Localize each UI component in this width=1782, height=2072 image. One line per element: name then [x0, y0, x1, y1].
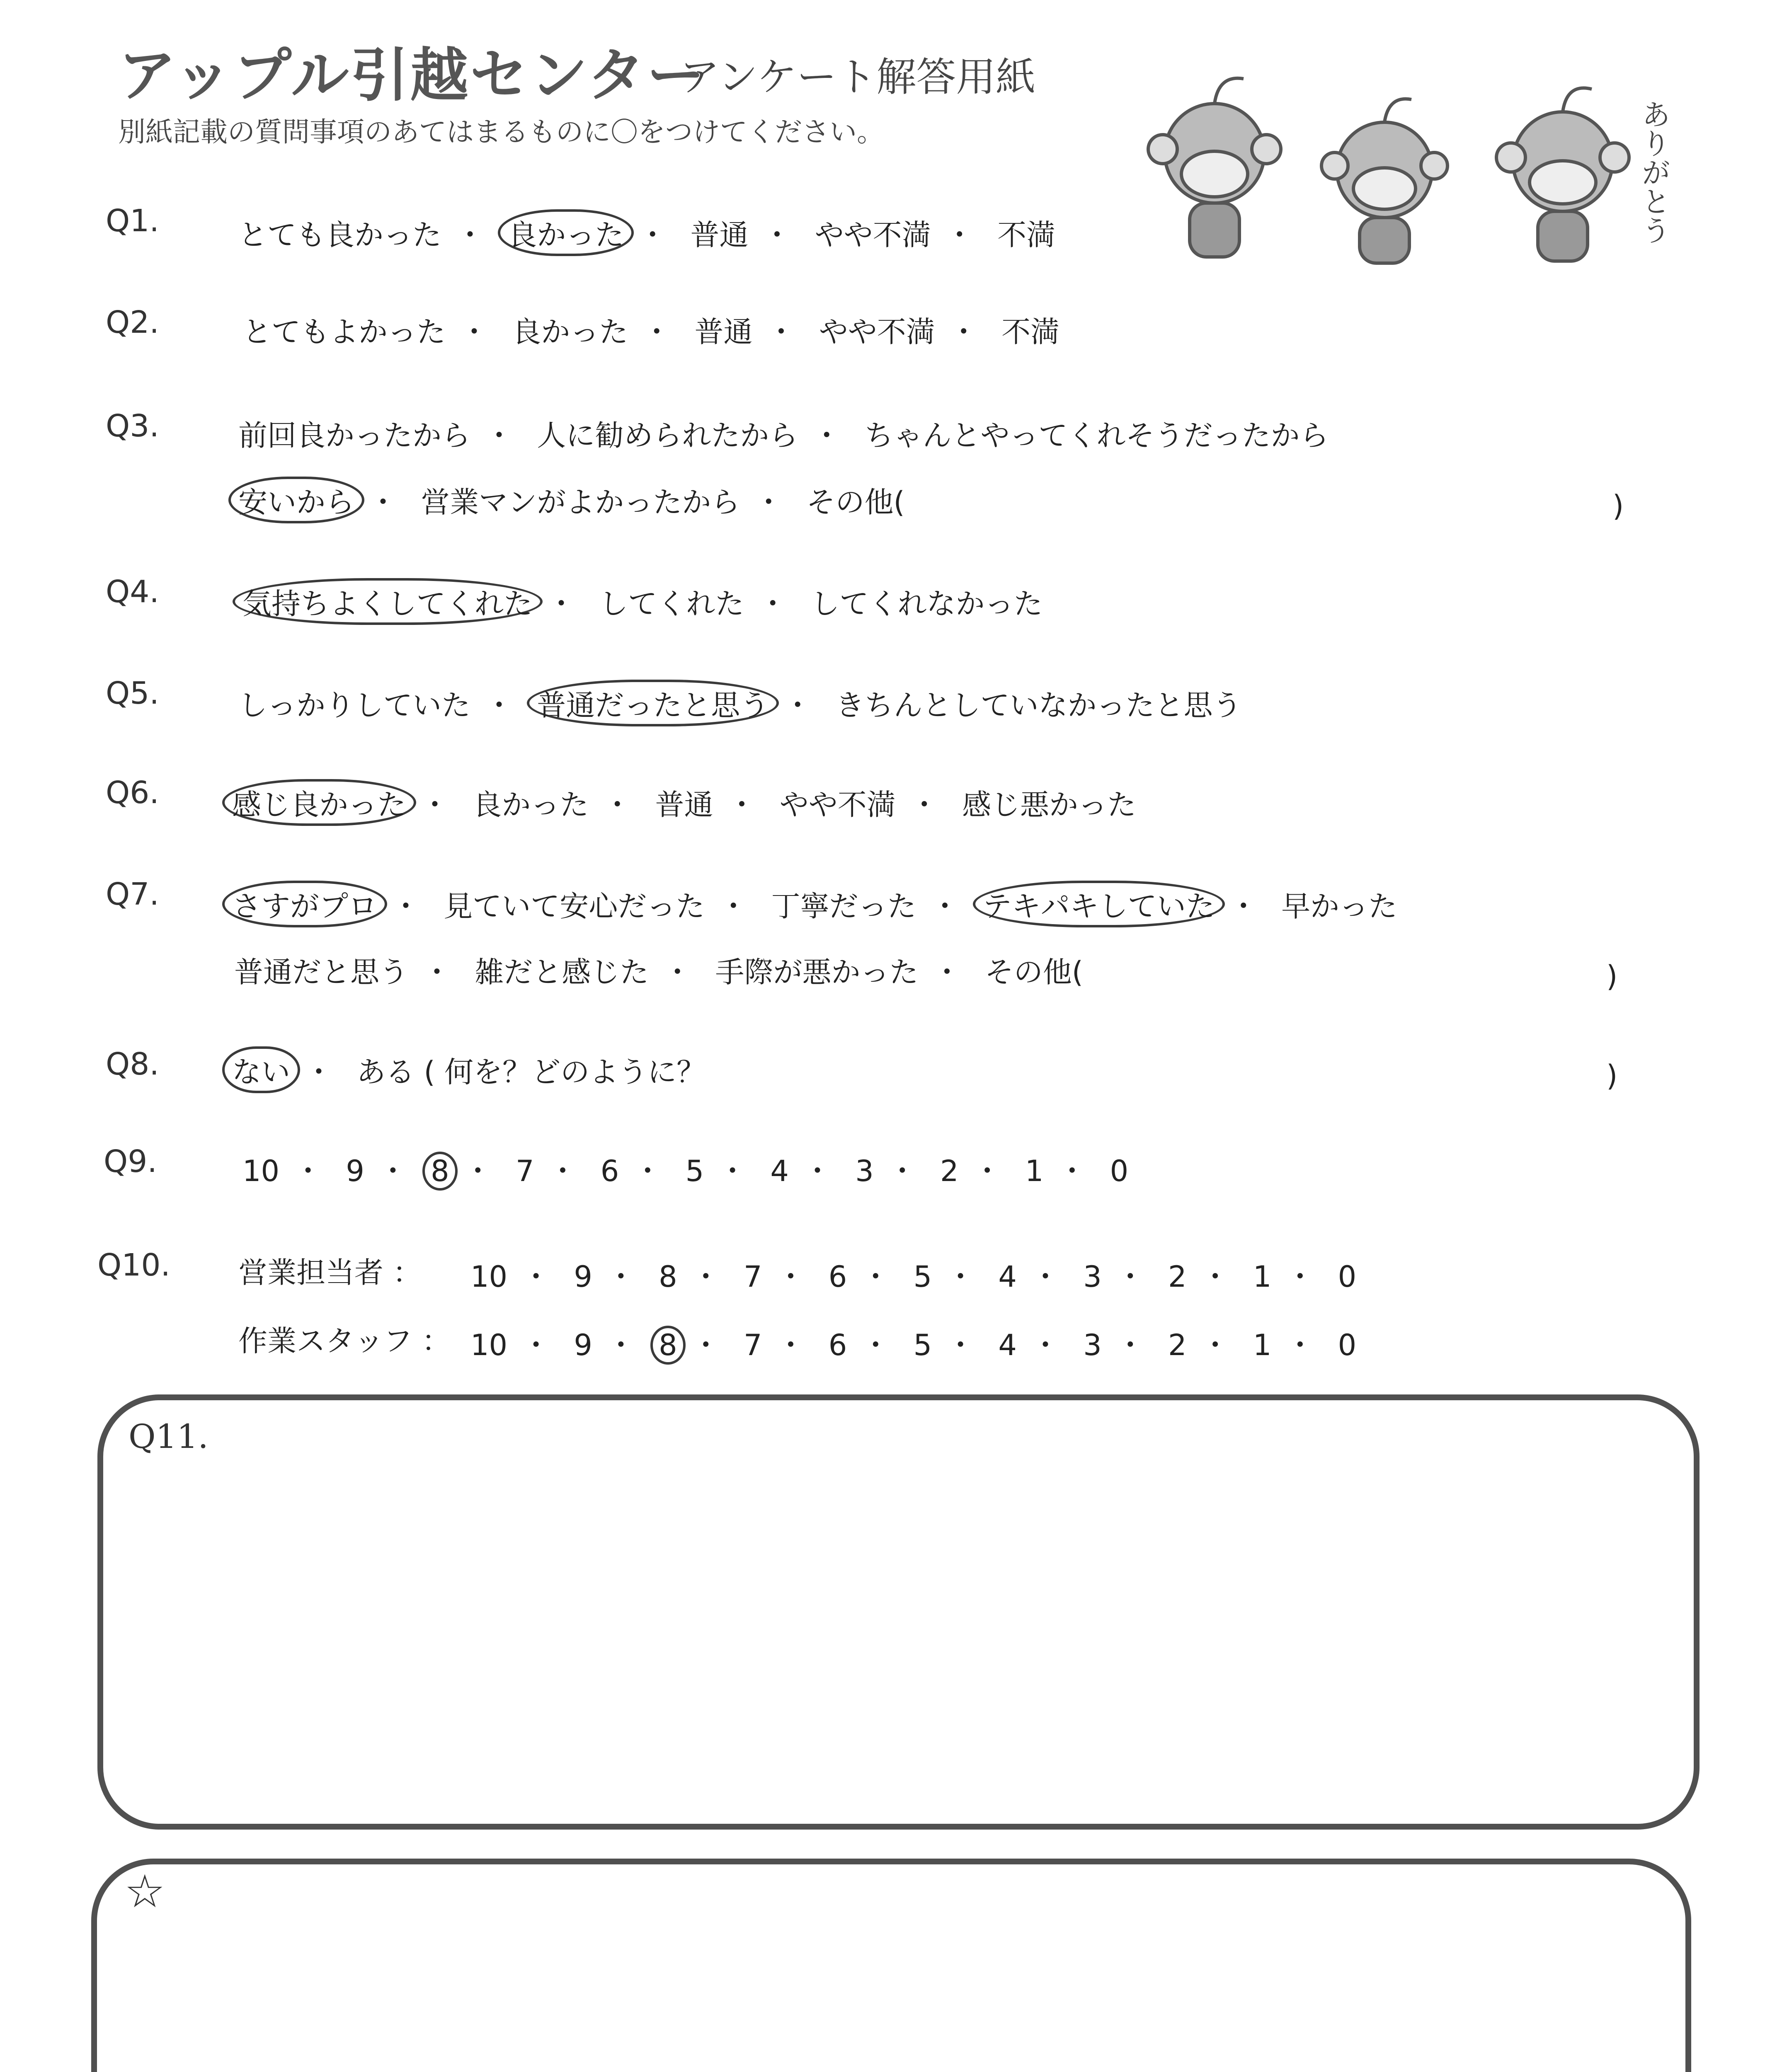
q10-staff-score[interactable]: 1 — [1253, 1328, 1272, 1362]
q2-option[interactable]: 不満 — [1001, 315, 1060, 349]
q10-sales-score[interactable]: 8 — [659, 1260, 677, 1294]
q5-label: Q5. — [106, 675, 159, 711]
q1-option-selected[interactable]: 良かった — [498, 209, 634, 256]
q7-option[interactable]: 早かった — [1281, 889, 1398, 923]
q10-staff-scale: 10 ・ 9 ・ 8 ・ 7 ・ 6 ・ 5 ・ 4 ・ 3 ・ 2 ・ 1 ・ 0 — [470, 1322, 1356, 1365]
q9-score[interactable]: 5 — [685, 1154, 704, 1188]
q3-options-line2: 安いから ・ 営業マンがよかったから ・ その他( — [238, 477, 905, 523]
q7-option[interactable]: 丁寧だった — [771, 889, 916, 923]
star-comment-box[interactable] — [91, 1859, 1691, 2072]
q4-label: Q4. — [106, 574, 159, 610]
q10-sales-score[interactable]: 7 — [743, 1260, 762, 1294]
q10-sales-label: 営業担当者 ： — [238, 1256, 422, 1290]
q6-option[interactable]: やや不満 — [779, 788, 896, 822]
q6-option-selected[interactable]: 感じ良かった — [222, 779, 416, 826]
q5-option-selected[interactable]: 普通だったと思う — [527, 680, 779, 726]
q5-options: しっかりしていた ・ 普通だったと思う ・ きちんとしていなかったと思う — [238, 680, 1242, 726]
q10-sales-score[interactable]: 4 — [998, 1260, 1017, 1294]
q10-sales-scale: 10 ・ 9 ・ 8 ・ 7 ・ 6 ・ 5 ・ 4 ・ 3 ・ 2 ・ 1 ・ 0 — [470, 1260, 1357, 1294]
q3-option-selected[interactable]: 安いから — [228, 477, 364, 523]
q7-paren-close: ) — [1606, 959, 1618, 993]
q10-staff-score-selected[interactable]: 8 — [650, 1326, 686, 1365]
q7-label: Q7. — [106, 876, 159, 912]
q7-options-line1: さすがプロ ・ 見ていて安心だった ・ 丁寧だった ・ テキパキしていた ・ 早かった — [232, 881, 1397, 927]
q10-staff-score[interactable]: 0 — [1338, 1328, 1357, 1362]
q3-option-other[interactable]: その他( — [806, 485, 905, 519]
q3-label: Q3. — [106, 408, 159, 444]
q9-score[interactable]: 3 — [855, 1154, 874, 1188]
q4-option-selected[interactable]: 気持ちよくしてくれた — [233, 578, 543, 625]
q8-label: Q8. — [106, 1046, 159, 1082]
q6-option[interactable]: 普通 — [655, 788, 713, 822]
q10-staff-score[interactable]: 5 — [913, 1328, 932, 1362]
q10-sales-score[interactable]: 10 — [470, 1260, 508, 1294]
q3-option[interactable]: 営業マンがよかったから — [421, 485, 740, 519]
q11-label: Q11. — [128, 1417, 209, 1456]
q5-option[interactable]: しっかりしていた — [238, 688, 470, 722]
q3-option[interactable]: ちゃんとやってくれそうだったから — [864, 419, 1329, 453]
q9-score[interactable]: 2 — [940, 1154, 959, 1188]
q2-option[interactable]: 普通 — [694, 315, 753, 349]
q9-score[interactable]: 0 — [1110, 1154, 1129, 1188]
mascot-illustration — [1119, 50, 1700, 265]
q10-sales-score[interactable]: 5 — [913, 1260, 932, 1294]
q9-label: Q9. — [104, 1144, 157, 1179]
q10-label: Q10. — [97, 1247, 170, 1283]
q9-score-selected[interactable]: 8 — [422, 1152, 458, 1191]
q11-comment-box[interactable] — [97, 1394, 1700, 1830]
q3-paren-close: ) — [1612, 489, 1624, 523]
q2-option[interactable]: 良かった — [512, 315, 628, 349]
q9-score[interactable]: 1 — [1025, 1154, 1044, 1188]
q10-staff-score[interactable]: 4 — [998, 1328, 1017, 1362]
q9-scale: 10 ・ 9 ・ 8 ・ 7 ・ 6 ・ 5 ・ 4 ・ 3 ・ 2 ・ 1 ・ 0 — [242, 1148, 1128, 1191]
q3-option[interactable]: 前回良かったから — [238, 419, 470, 453]
q1-options: とても良かった ・ 良かった ・ 普通 ・ やや不満 ・ 不満 — [238, 209, 1055, 256]
q6-options: 感じ良かった ・ 良かった ・ 普通 ・ やや不満 ・ 感じ悪かった — [232, 779, 1136, 826]
q1-label: Q1. — [106, 203, 159, 239]
q8-options: ない ・ ある ( 何を？どのように？ — [232, 1046, 706, 1093]
q6-label: Q6. — [106, 775, 159, 811]
instruction-text: 別紙記載の質問事項のあてはまるものに〇をつけてください。 — [118, 116, 884, 148]
q4-option[interactable]: してくれなかった — [810, 587, 1043, 621]
q10-sales-score[interactable]: 2 — [1168, 1260, 1187, 1294]
q2-label: Q2. — [106, 305, 159, 340]
q9-score[interactable]: 10 — [242, 1154, 280, 1188]
q10-sales-score[interactable]: 1 — [1253, 1260, 1272, 1294]
q7-option-selected[interactable]: テキパキしていた — [973, 881, 1225, 927]
q10-staff-score[interactable]: 9 — [574, 1328, 592, 1362]
q4-options: 気持ちよくしてくれた ・ してくれた ・ してくれなかった — [242, 578, 1043, 625]
q9-score[interactable]: 9 — [346, 1154, 364, 1188]
q6-option[interactable]: 良かった — [473, 788, 589, 822]
q10-sales-score[interactable]: 9 — [574, 1260, 592, 1294]
q10-sales-score[interactable]: 3 — [1083, 1260, 1102, 1294]
q10-staff-score[interactable]: 6 — [828, 1328, 847, 1362]
q7-option[interactable]: 雑だと感じた — [475, 955, 649, 989]
q10-staff-score[interactable]: 3 — [1083, 1328, 1102, 1362]
q1-option[interactable]: 普通 — [690, 218, 749, 252]
q7-option[interactable]: 見ていて安心だった — [444, 889, 705, 923]
q2-option[interactable]: とてもよかった — [242, 315, 446, 349]
q10-staff-label: 作業スタッフ ： — [238, 1324, 451, 1358]
q2-options: とてもよかった ・ 良かった ・ 普通 ・ やや不満 ・ 不満 — [242, 309, 1060, 351]
q1-option[interactable]: 不満 — [997, 218, 1056, 252]
q2-option[interactable]: やや不満 — [819, 315, 935, 349]
q8-option-selected[interactable]: ない — [222, 1046, 300, 1093]
q10-sales-score[interactable]: 6 — [828, 1260, 847, 1294]
q1-option[interactable]: やや不満 — [815, 218, 931, 252]
q7-option-selected[interactable]: さすがプロ — [222, 881, 387, 927]
q9-score[interactable]: 4 — [770, 1154, 789, 1188]
q7-option-other[interactable]: その他( — [984, 955, 1084, 989]
q7-option[interactable]: 普通だと思う — [234, 955, 408, 989]
star-icon: ☆ — [124, 1865, 165, 1918]
q5-option[interactable]: きちんとしていなかったと思う — [835, 688, 1242, 722]
q10-sales-score[interactable]: 0 — [1338, 1260, 1357, 1294]
form-title: アンケート解答用紙 — [680, 54, 1036, 100]
q1-option[interactable]: とても良かった — [238, 218, 441, 252]
q10-staff-score[interactable]: 2 — [1168, 1328, 1187, 1362]
q8-paren-close: ) — [1606, 1059, 1618, 1093]
q6-option[interactable]: 感じ悪かった — [962, 788, 1137, 822]
q8-option[interactable]: ある ( 何を？どのように？ — [356, 1055, 706, 1089]
q10-staff-score[interactable]: 10 — [470, 1328, 508, 1362]
q4-option[interactable]: してくれた — [599, 587, 744, 621]
mascot-caption: ありがとう — [1637, 99, 1671, 244]
q7-options-line2: 普通だと思う ・ 雑だと感じた ・ 手際が悪かった ・ その他( — [234, 949, 1083, 991]
company-title: アップル引越センター — [118, 42, 707, 109]
q3-option[interactable]: 人に勧められたから — [537, 419, 798, 453]
q3-options-line1: 前回良かったから ・ 人に勧められたから ・ ちゃんとやってくれそうだったから — [238, 412, 1329, 454]
q10-staff-score[interactable]: 7 — [743, 1328, 762, 1362]
q7-option[interactable]: 手際が悪かった — [715, 955, 919, 989]
q9-score[interactable]: 6 — [600, 1154, 619, 1188]
q9-score[interactable]: 7 — [515, 1154, 534, 1188]
